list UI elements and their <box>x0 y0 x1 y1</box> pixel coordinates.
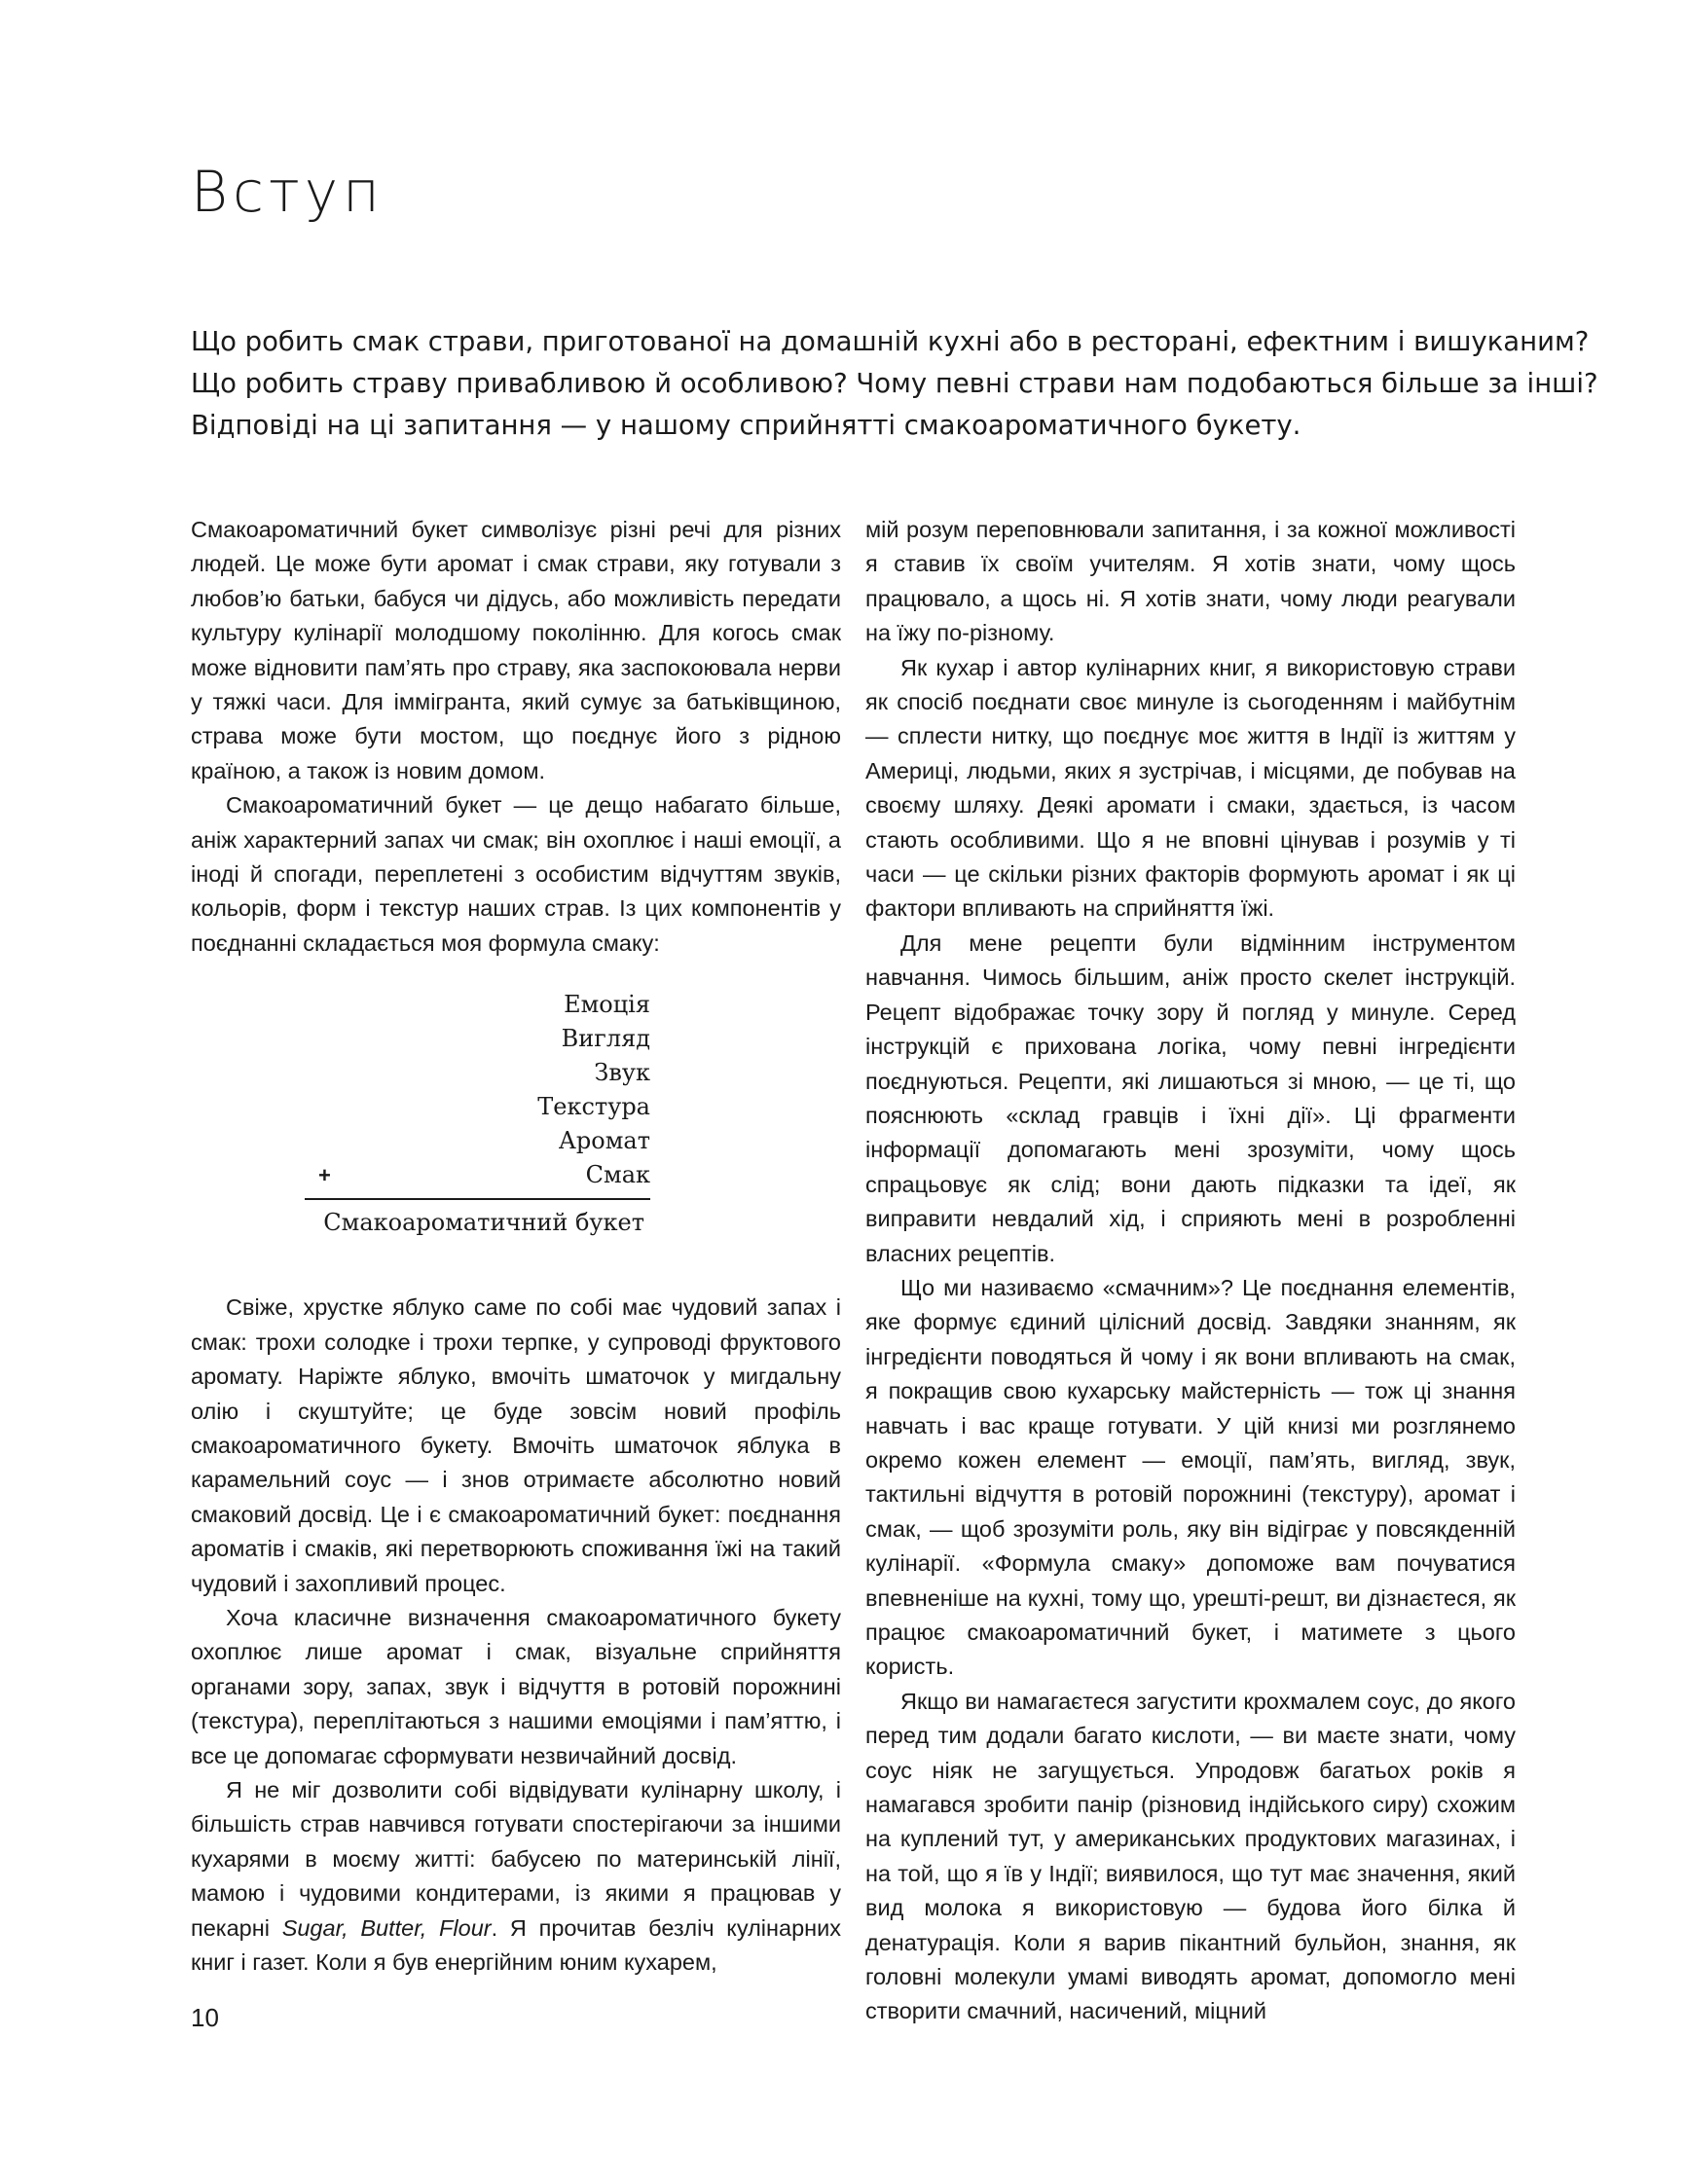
body-paragraph: Свіже, хрустке яблуко саме по собі має чудовий запах і смак: трохи солодке і трохи терпке, у супроводі фруктового аромату. Наріжте яблуко, вмочіть шматочок у мигдальну олію і скуштуйте; це буде зовсім новий профіль смакоароматичного букету. Вмочіть шматочок яблука в карамельний соус — і знов отримаєте абсолютно новий смаковий досвід. Це і є смакоароматичний букет: поєднання ароматів і смаків, які перетворюють споживання їжі на такий чудовий і захопливий процес. <box>191 1294 841 1596</box>
body-paragraph: Хоча класичне визначення смакоароматичного букету охоплює лише аромат і смак, візуальне сприйняття органами зору, запах, звук і відчуття в ротовій порожнині (текстура), переплітаються з нашими емоціями і пам’яттю, і все це допомагає сформувати незвичайний досвід. <box>191 1604 841 1768</box>
lead-line: Що робить страву привабливою й особливою? Чому певні страви нам подобаються більше за інші? <box>191 368 1598 399</box>
bakery-name: Sugar, Butter, Flour <box>281 1914 492 1941</box>
body-paragraph: Як кухар і автор кулінарних книг, я використовую страви як спосіб поєднати своє минуле із сьогоденням і майбутнім — сплести нитку, що поєднує моє життя в Індії із життям у Америці, людьми, яких я зустрічав, і місцями, де побував на своєму шляху. Деякі аромати і смаки, здається, із часом стають особливими. Що я не вповні цінував і розумів у ті часи — це скільки різних факторів формують аромат і як ці фактори впливають на сприйняття їжі. <box>865 654 1516 922</box>
formula-result: Смакоароматичний букет <box>323 1209 644 1237</box>
formula-item <box>305 1124 650 1158</box>
right-column <box>865 513 1516 2029</box>
formula-item-label: Текстура <box>537 1093 650 1121</box>
plus-sign: + <box>318 1163 331 1188</box>
formula-item <box>305 1090 650 1124</box>
lead-line: Що робить смак страви, приготованої на домашній кухні або в ресторані, ефектним і вишуканим? <box>191 326 1590 357</box>
page-number: 10 <box>191 2003 219 2032</box>
body-paragraph <box>191 1773 841 1980</box>
formula-item-label: Вигляд <box>561 1025 650 1053</box>
body-text: . Я прочитав безліч кулінарних книг і газет. Коли я був енергійним юним кухарем, <box>191 1914 841 1975</box>
body-paragraph: Смакоароматичний букет — це дещо набагато більше, аніж характерний запах чи смак; він охоплює і наші емоції, а іноді й спогади, переплетені з особистим відчуттям звуків, кольорів, форм і текстур наших страв. Із цих компонентів у поєднанні складається моя формула смаку: <box>191 792 841 956</box>
left-column <box>191 513 841 1980</box>
formula-item <box>305 988 650 1022</box>
lead-paragraph <box>191 321 1598 447</box>
body-paragraph: Для мене рецепти були відмінним інструментом навчання. Чимось більшим, аніж просто скелет інструкцій. Рецепт відображає точку зору й погляд у минуле. Серед інструкцій є прихована логіка, чому певні інгредієнти поєднуються. Рецепти, які лишаються зі мною, — це ті, що пояснюють «склад гравців і їхні дії». Ці фрагменти інформації допомагають мені зрозуміти, чому щось спрацьовує як слід; вони дають підказки та ідеї, як виправити невдалий хід, і сприяють мені в розробленні власних рецептів. <box>865 929 1516 1266</box>
formula-item <box>305 1158 650 1192</box>
formula-item-label: Звук <box>594 1059 650 1087</box>
formula-item <box>305 1056 650 1090</box>
lead-line: Відповіді на ці запитання — у нашому сприйнятті смакоароматичного букету. <box>191 410 1301 441</box>
formula-item <box>305 1022 650 1056</box>
formula-divider <box>305 1198 650 1200</box>
flavor-formula <box>305 988 650 1240</box>
body-text: Я не міг дозволити собі відвідувати кулінарну школу, і більшість страв навчився готувати спостерігаючи за іншими кухарями в моєму житті: бабусею по материнській лінії, мамою і чудовими кондитерами, із якими я працював у пекарні <box>191 1776 841 1941</box>
formula-item-label: Емоція <box>564 991 650 1019</box>
page-title: Вступ <box>191 159 385 225</box>
body-paragraph: Що ми називаємо «смачним»? Це поєднання елементів, яке формує єдиний цілісний досвід. Завдяки знанням, як інгредієнти поводяться й чому і як вони впливають на смак, я покращив свою кухарську майстерність — тож ці знання навчать і вас краще готувати. У цій книзі ми розглянемо окремо кожен елемент — емоції, пам’ять, вигляд, звук, тактильні відчуття в ротовій порожнині (текстуру), аромат і смак, — щоб зрозуміти роль, яку він відіграє у повсякденній кулінарії. «Формула смаку» допоможе вам почуватися впевненіше на кухні, тому що, урешті-решт, ви дізнаєтеся, як працює смакоароматичний букет, і матимете з цього користь. <box>865 1274 1516 1680</box>
body-paragraph: Якщо ви намагаєтеся загустити крохмалем соус, до якого перед тим додали багато кислоти, — ви маєте знати, чому соус ніяк не загущується. Упродовж багатьох років я намагався зробити панір (різновид індійського сиру) схожим на куплений тут, у американських продуктових магазинах, і на той, що я їв у Індії; виявилося, що тут має значення, який вид молока я використовую — будова його білка й денатурація. Коли я варив пікантний бульйон, знання, як головні молекули умамі виводять аромат, допомогло мені створити смачний, насичений, міцний <box>865 1688 1516 2024</box>
body-paragraph: Смакоароматичний букет символізує різні речі для різних людей. Це може бути аромат і смак страви, яку готували з любов’ю батьки, бабуся чи дідусь, або можливість передати культуру кулінарії молодшому поколінню. Для когось смак може відновити пам’ять про страву, яка заспокоювала нерви у тяжкі часи. Для іммігранта, який сумує за батьківщиною, страва може бути мостом, що поєднує його з рідною країною, а також із новим домом. <box>191 517 841 783</box>
formula-item-label: Смак <box>585 1161 650 1189</box>
formula-item-label: Аромат <box>558 1127 650 1155</box>
body-paragraph: мій розум переповнювали запитання, і за кожної можливості я ставив їх своїм учителям. Я хотів знати, чому щось працювало, а щось ні. Я хотів знати, чому люди реагували на їжу по-різному. <box>865 517 1516 646</box>
